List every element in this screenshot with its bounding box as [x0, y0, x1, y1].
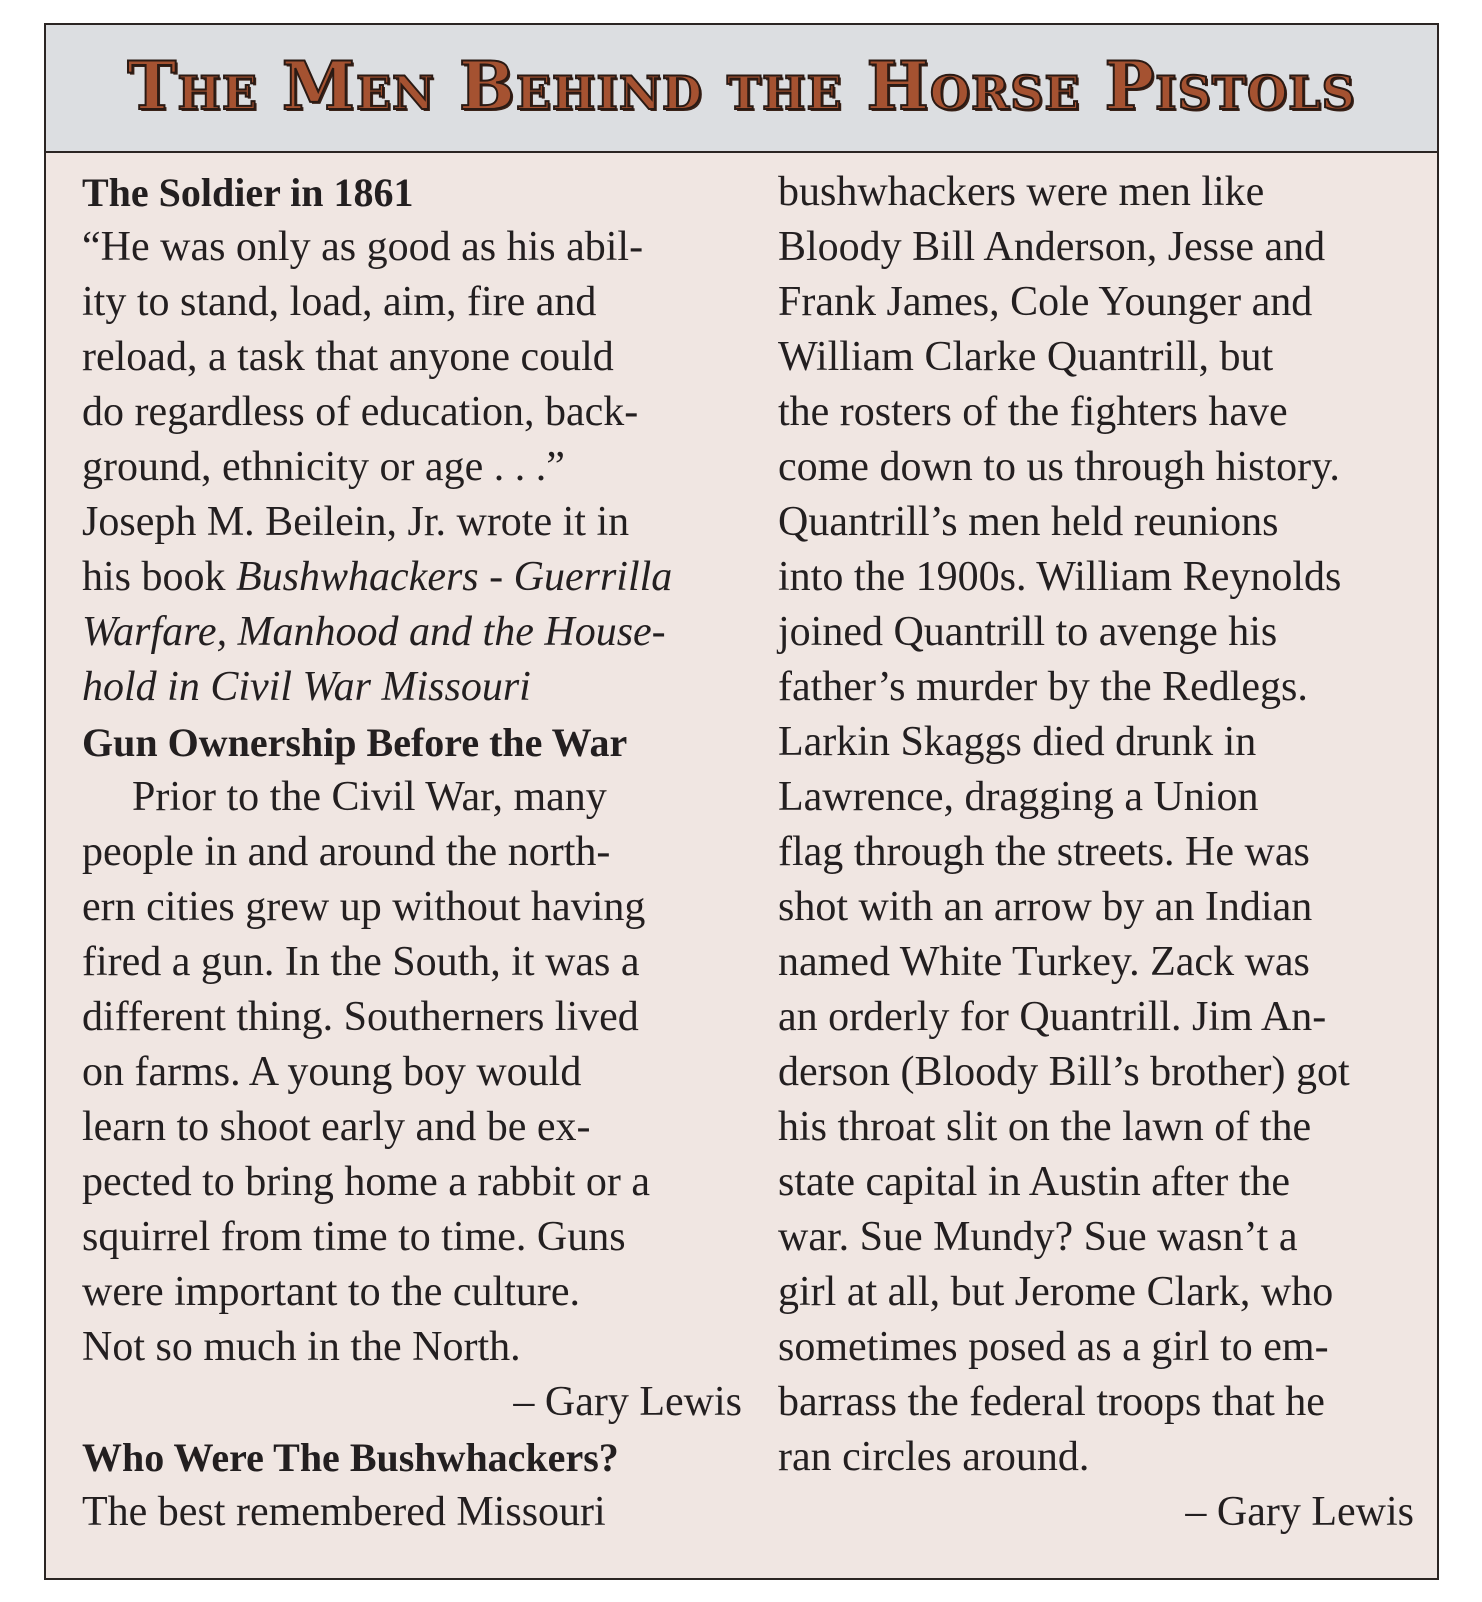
body-line: fired a gun. In the South, it was a	[82, 939, 640, 985]
author-signature: – Gary Lewis	[513, 1379, 742, 1425]
body-line: on farms. A young boy would	[82, 1049, 582, 1095]
body-line: ran circles around.	[778, 1434, 1090, 1480]
article-title: The Men Behind the Horse Pistols	[127, 47, 1356, 125]
body-line: flag through the streets. He was	[778, 829, 1310, 875]
body-line: different thing. Southerners lived	[82, 994, 639, 1040]
quote-line: ground, ethnicity or age . . .”	[82, 444, 565, 490]
section-heading-gun-ownership: Gun Ownership Before the War	[82, 720, 628, 765]
section-heading-bushwhackers: Who Were The Bushwhackers?	[82, 1435, 619, 1480]
book-citation-line	[82, 550, 742, 605]
body-line: the rosters of the fighters have	[778, 389, 1288, 435]
body-line: ern cities grew up without having	[82, 884, 646, 930]
quote-line: “He was only as good as his abil-	[82, 224, 644, 270]
body-line: father’s murder by the Redlegs.	[778, 664, 1308, 710]
body-line: pected to bring home a rabbit or a	[82, 1159, 650, 1205]
body-line: Larkin Skaggs died drunk in	[778, 719, 1257, 765]
author-signature: – Gary Lewis	[1185, 1489, 1414, 1535]
body-line: The best remembered Missouri	[82, 1489, 606, 1535]
book-title-part: hold in Civil War Missouri	[82, 664, 531, 710]
body-line: shot with an arrow by an Indian	[778, 884, 1313, 930]
quote-line: do regardless of education, back-	[82, 389, 639, 435]
body-line: Bloody Bill Anderson, Jesse and	[778, 224, 1326, 270]
book-title-part: Warfare, Manhood and the House-	[82, 609, 666, 655]
body-line: Quantrill’s men held reunions	[778, 499, 1279, 545]
article-frame	[44, 23, 1439, 1580]
body-line: squirrel from time to time. Guns	[82, 1214, 626, 1260]
body-line: barrass the federal troops that he	[778, 1379, 1325, 1425]
body-line: Not so much in the North.	[82, 1324, 521, 1370]
section-heading-soldier: The Soldier in 1861	[82, 170, 414, 215]
body-line: come down to us through history.	[778, 444, 1340, 490]
body-line: his throat slit on the lawn of the	[778, 1104, 1312, 1150]
body-line: joined Quantrill to avenge his	[778, 609, 1278, 655]
body-line: an orderly for Quantrill. Jim An-	[778, 994, 1327, 1040]
title-banner	[46, 25, 1437, 153]
quote-line: reload, a task that anyone could	[82, 334, 614, 380]
body-line: girl at all, but Jerome Clark, who	[778, 1269, 1334, 1315]
body-line: derson (Bloody Bill’s brother) got	[778, 1049, 1350, 1095]
body-line: were important to the culture.	[82, 1269, 580, 1315]
body-line: William Clarke Quantrill, but	[778, 334, 1274, 380]
book-prefix: his book	[82, 554, 237, 600]
body-line: bushwhackers were men like	[778, 169, 1265, 215]
quote-line: Joseph M. Beilein, Jr. wrote it in	[82, 499, 630, 545]
body-line: sometimes posed as a girl to em-	[778, 1324, 1329, 1370]
body-line: Frank James, Cole Younger and	[778, 279, 1313, 325]
body-line: Lawrence, dragging a Union	[778, 774, 1259, 820]
body-line: people in and around the north-	[82, 829, 611, 875]
body-line: Prior to the Civil War, many	[132, 774, 607, 820]
left-column	[82, 165, 742, 1540]
quote-line: ity to stand, load, aim, fire and	[82, 279, 597, 325]
body-line: into the 1900s. William Reynolds	[778, 554, 1342, 600]
body-line: learn to shoot early and be ex-	[82, 1104, 591, 1150]
body-line: state capital in Austin after the	[778, 1159, 1290, 1205]
right-column	[778, 165, 1414, 1540]
body-line: war. Sue Mundy? Sue wasn’t a	[778, 1214, 1298, 1260]
body-line: named White Turkey. Zack was	[778, 939, 1310, 985]
book-title-part: Bushwhackers - Guerrilla	[236, 554, 673, 600]
